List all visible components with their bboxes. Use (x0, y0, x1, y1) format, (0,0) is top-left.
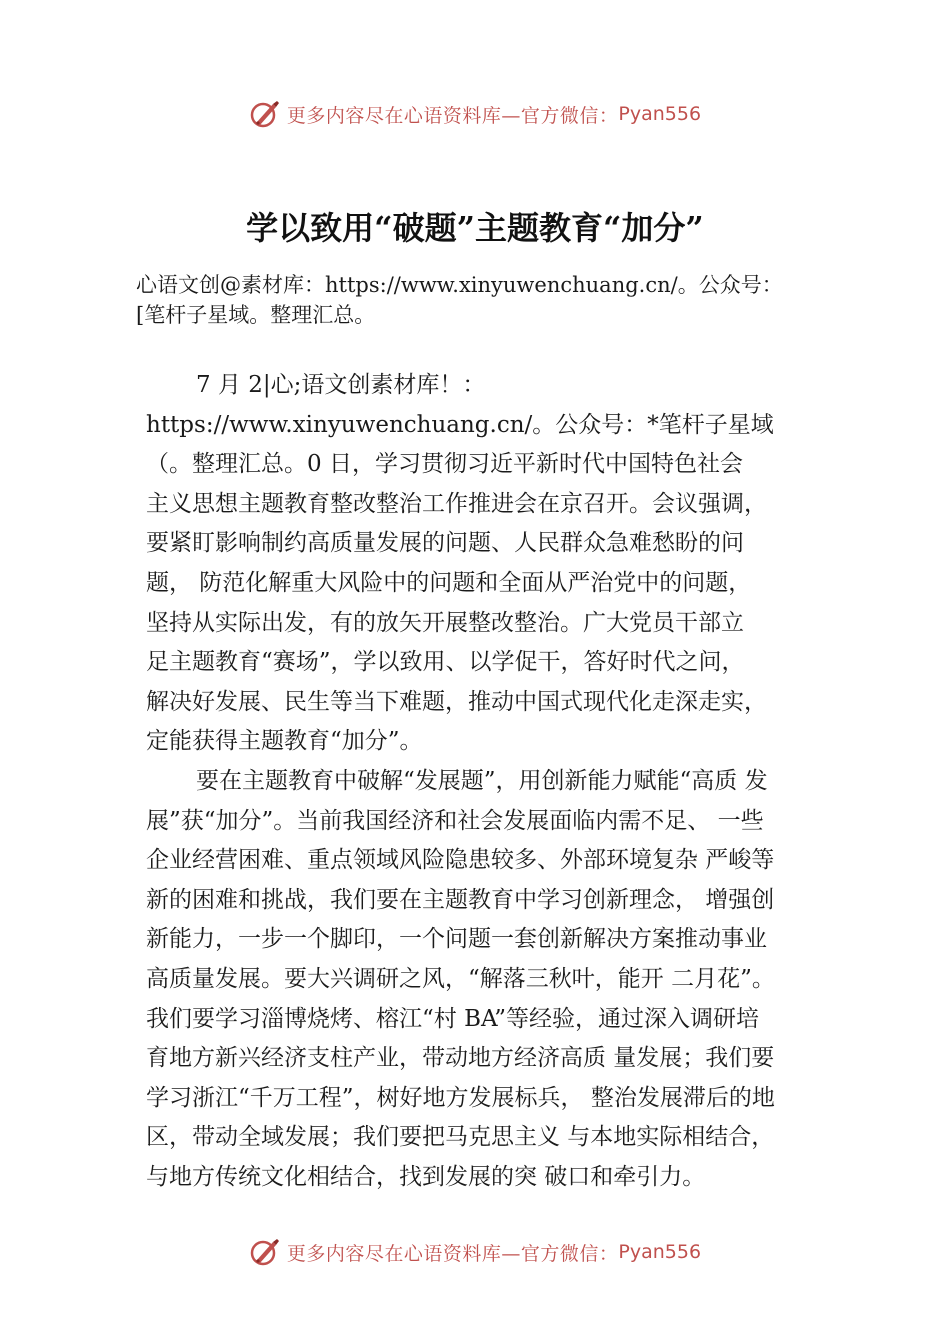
pen-logo-icon (249, 1236, 281, 1268)
document-body (146, 366, 846, 1197)
body-line: 要在主题教育中破解“发展题”，用创新能力赋能“高质 发 (196, 767, 768, 794)
body-line: 要紧盯影响制约高质量发展的问题、人民群众急难愁盼的问 (146, 530, 744, 557)
body-line: 我们要学习淄博烧烤、榕江“村 BA”等经验，通过深入调研培 (146, 1005, 759, 1032)
body-line: 育地方新兴经济支柱产业，带动地方经济高质 量发展；我们要 (146, 1045, 775, 1072)
body-line: 学习浙江“千万工程”，树好地方发展标兵， 整治发展滞后的地 (146, 1084, 775, 1111)
banner-text: 更多内容尽在心语资料库—官方微信： (286, 1242, 619, 1265)
banner-text: 更多内容尽在心语资料库—官方微信： (286, 104, 619, 127)
body-line: 足主题教育“赛场”，学以致用、以学促干，答好时代之问， (146, 649, 745, 676)
body-line: 新的困难和挑战，我们要在主题教育中学习创新理念， 增强创 (146, 886, 775, 913)
body-line: 解决好发展、民生等当下难题，推动中国式现代化走深走实， (146, 688, 767, 715)
document-title: 学以致用“破题”主题教育“加分” (246, 209, 704, 247)
body-line: 定能获得主题教育“加分”。 (146, 728, 423, 755)
banner-wechat-id: Pyan556 (618, 1241, 702, 1263)
banner-wechat-id: Pyan556 (618, 103, 702, 125)
body-line: 坚持从实际出发，有的放矢开展整改整治。广大党员干部立 (146, 609, 744, 636)
body-line: 企业经营困难、重点领域风险隐患较多、外部环境复杂 严峻等 (146, 847, 775, 874)
pen-logo-icon (249, 98, 281, 130)
body-line: 高质量发展。要大兴调研之风，“解落三秋叶，能开 二月花”。 (146, 965, 775, 992)
header-watermark-banner (0, 94, 950, 134)
body-line: （。整理汇总。0 日，学习贯彻习近平新时代中国特色社会 (146, 451, 743, 478)
footer-watermark-banner (0, 1232, 950, 1272)
body-line: https://www.xinyuwenchuang.cn/。公众号：*笔杆子星域 (146, 411, 774, 438)
body-line: 展”获“加分”。当前我国经济和社会发展面临内需不足、 一些 (146, 807, 764, 834)
body-line: 区，带动全域发展；我们要把马克思主义 与本地实际相结合， (146, 1124, 775, 1151)
body-line: 主义思想主题教育整改整治工作推进会在京召开。会议强调， (146, 490, 767, 517)
body-line: 题， 防范化解重大风险中的问题和全面从严治党中的问题， (146, 569, 752, 596)
body-line: 7 月 2|心;语文创素材库！： (196, 372, 486, 398)
body-line: 与地方传统文化相结合，找到发展的突 破口和牵引力。 (146, 1163, 706, 1190)
body-line: 新能力，一步一个脚印，一个问题一套创新解决方案推动事业 (146, 926, 767, 953)
source-note: 心语文创@素材库：https://www.xinyuwenchuang.cn/。公众号： [笔杆子星域。整理汇总。 (136, 273, 783, 327)
